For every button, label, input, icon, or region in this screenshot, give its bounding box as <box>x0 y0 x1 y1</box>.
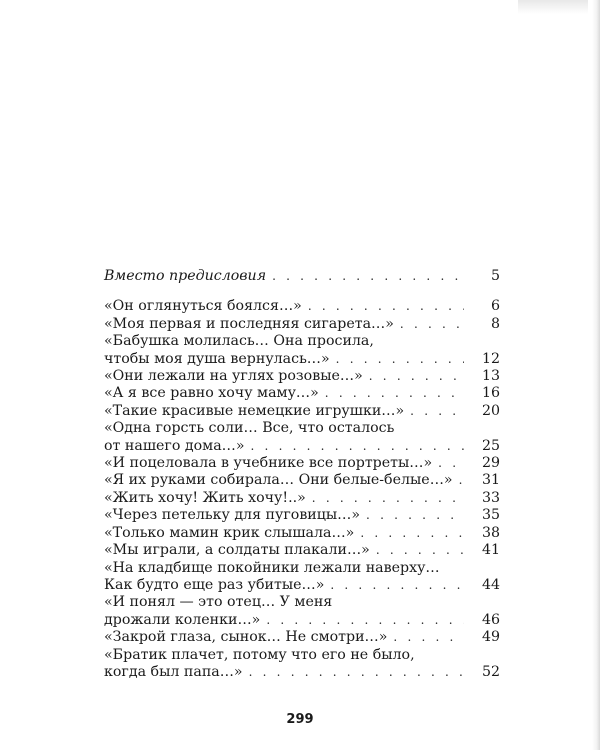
toc-entry[interactable] <box>104 368 500 385</box>
toc-entry[interactable] <box>104 542 500 559</box>
leader-dots <box>330 577 464 594</box>
toc-entry-page: 8 <box>490 315 500 332</box>
toc-entry-title: «И поцеловала в учебнике все портреты…» <box>104 455 433 472</box>
leader-dots <box>393 629 464 646</box>
toc-entry-title: от нашего дома…» <box>104 437 245 454</box>
page-number: 299 <box>286 712 314 727</box>
toc-entry-page: 38 <box>481 524 500 541</box>
toc-entry-page: 52 <box>481 663 500 680</box>
toc-entry[interactable] <box>104 333 500 368</box>
toc-entry-title: дрожали коленки…» <box>104 611 261 628</box>
toc-entry[interactable] <box>104 420 500 455</box>
leader-dots <box>438 455 464 472</box>
toc-entry-title-line: «Одна горсть соли… Все, что осталось <box>104 420 395 437</box>
toc-entry-page: 5 <box>490 268 500 284</box>
toc-entry[interactable] <box>104 403 500 420</box>
toc-entry-title: «Мы играли, а солдаты плакали…» <box>104 542 370 559</box>
toc-entry[interactable] <box>104 647 500 682</box>
toc-entry-title: «Моя первая и последняя сигарета…» <box>104 315 394 332</box>
toc-entry-title: «Я их руками собирала… Они белые-белые…» <box>104 472 453 489</box>
leader-dots <box>272 268 464 285</box>
toc-entry-page: 49 <box>481 629 500 646</box>
toc-entry-title: «Через петельку для пуговицы…» <box>104 507 361 524</box>
toc-entry-page: 25 <box>481 437 500 454</box>
toc-entry-title: Вместо предисловия <box>104 268 267 284</box>
toc-entry-page: 46 <box>481 611 500 628</box>
leader-dots <box>360 525 464 542</box>
toc-entry-title: «Только мамин крик слышала…» <box>104 524 355 541</box>
toc-entry[interactable] <box>104 472 500 489</box>
toc-entry-page: 33 <box>481 489 500 506</box>
toc-entry-title: «Он оглянуться боялся…» <box>104 298 302 315</box>
toc-entry-title: «Они лежали на углях розовые…» <box>104 368 363 385</box>
toc-entry[interactable] <box>104 298 500 315</box>
leader-dots <box>400 316 464 333</box>
table-of-contents <box>104 268 500 681</box>
toc-entry-page: 35 <box>481 507 500 524</box>
leader-dots <box>308 298 464 315</box>
leader-dots <box>251 438 464 455</box>
toc-entry-page: 31 <box>481 472 500 489</box>
toc-entry-title-line: «Братик плачет, потому что его не было, <box>104 646 415 663</box>
leader-dots <box>410 403 464 420</box>
toc-entry[interactable] <box>104 525 500 542</box>
toc-entry[interactable] <box>104 629 500 646</box>
toc-entry-title-line: «На кладбище покойники лежали наверху… <box>104 559 440 576</box>
toc-entry[interactable] <box>104 455 500 472</box>
toc-entry-page: 16 <box>481 385 500 402</box>
leader-dots <box>336 351 464 368</box>
leader-dots <box>376 542 464 559</box>
toc-entry-page: 12 <box>481 350 500 367</box>
toc-entry-title: «А я все равно хочу маму…» <box>104 385 319 402</box>
toc-entry-page: 20 <box>481 402 500 419</box>
toc-entry-page: 44 <box>481 576 500 593</box>
toc-entry-title: когда был папа…» <box>104 663 243 680</box>
toc-entry-page: 29 <box>481 455 500 472</box>
toc-entry-intro[interactable] <box>104 268 500 285</box>
toc-entry[interactable] <box>104 490 500 507</box>
leader-dots <box>366 507 464 524</box>
leader-dots <box>312 490 464 507</box>
page-edge <box>592 0 600 750</box>
toc-entry[interactable] <box>104 594 500 629</box>
toc-entry-title: «Закрой глаза, сынок… Не смотри…» <box>104 629 388 646</box>
leader-dots <box>459 472 464 489</box>
leader-dots <box>249 664 464 681</box>
leader-dots <box>369 368 464 385</box>
toc-entry-title: чтобы моя душа вернулась…» <box>104 350 330 367</box>
toc-entry[interactable] <box>104 385 500 402</box>
toc-entry-page: 41 <box>481 542 500 559</box>
toc-entry-title-line: «Бабушка молилась… Она просила, <box>104 333 374 350</box>
leader-dots <box>266 612 464 629</box>
toc-entry-page: 13 <box>481 368 500 385</box>
scan-mark <box>518 0 588 14</box>
toc-entry-title-line: «И понял — это отец… У меня <box>104 594 333 611</box>
toc-entry[interactable] <box>104 316 500 333</box>
toc-entry[interactable] <box>104 507 500 524</box>
toc-entry-title: «Такие красивые немецкие игрушки…» <box>104 402 405 419</box>
leader-dots <box>325 385 464 402</box>
toc-entry-title: «Жить хочу! Жить хочу!..» <box>104 489 306 506</box>
toc-entry-page: 6 <box>490 298 500 315</box>
toc-entry-title: Как будто еще раз убитые…» <box>104 576 325 593</box>
toc-entry[interactable] <box>104 560 500 595</box>
